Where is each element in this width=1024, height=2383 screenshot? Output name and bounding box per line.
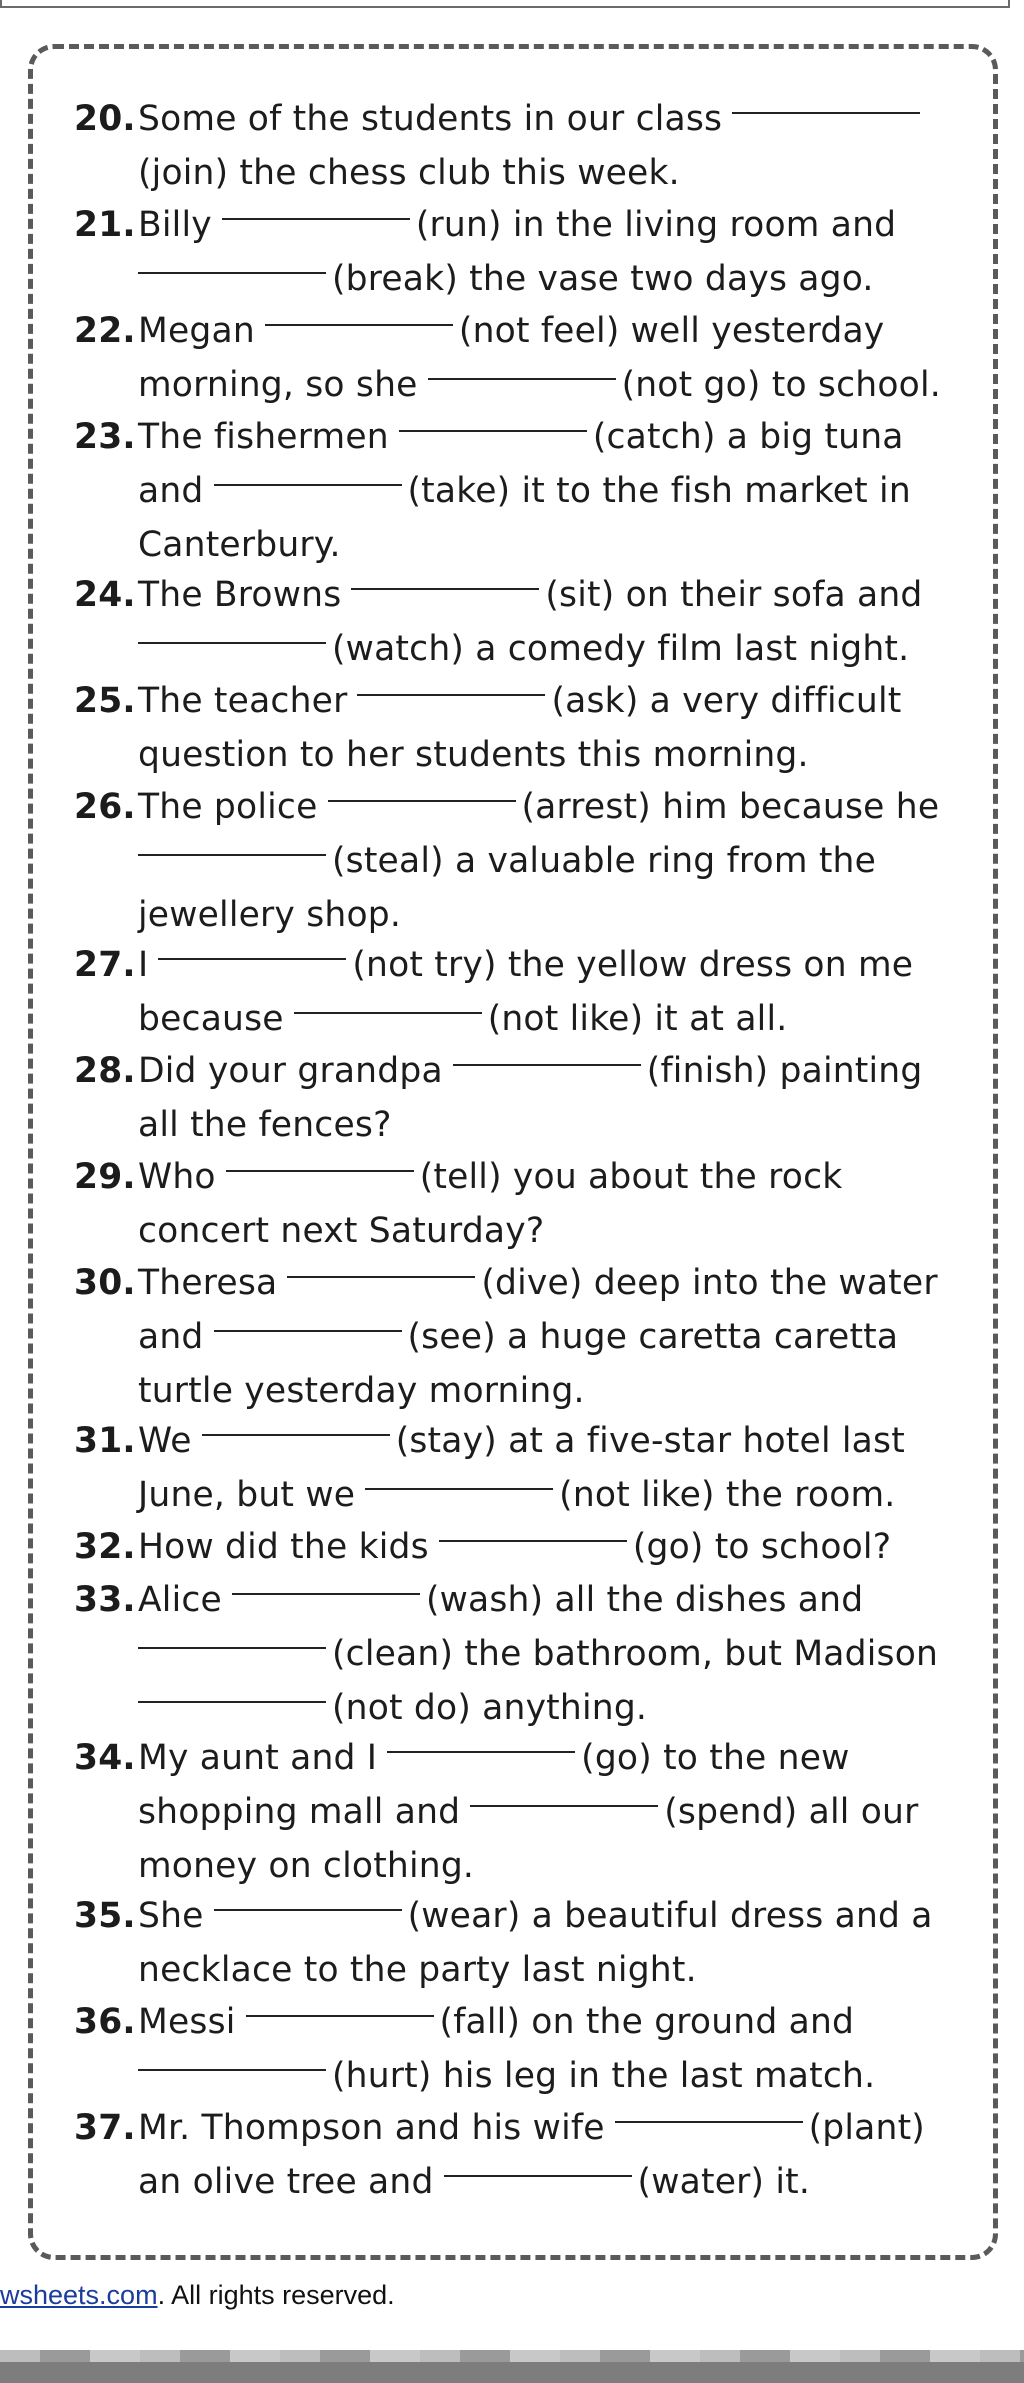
answer-blank[interactable] [265,294,453,326]
exercise-number: 37. [74,2108,136,2148]
exercise-verb-hint: (finish) painting [646,1051,923,1091]
exercise-number: 30. [74,1263,136,1303]
exercise-lead-text: Megan [138,311,255,351]
answer-blank[interactable] [444,2145,632,2177]
answer-blank[interactable] [732,82,920,114]
answer-blank[interactable] [222,188,410,220]
exercise-verb-hint: (go) to school? [632,1527,892,1567]
exercise-line-2 [138,252,874,306]
exercise-verb-hint: (tell) you about the rock [419,1157,843,1197]
answer-blank[interactable] [439,1510,627,1542]
answer-blank[interactable] [158,928,346,960]
answer-blank[interactable] [202,1404,390,1436]
exercise-number: 21. [74,205,136,245]
exercise-verb-hint: (break) the vase two days ago. [332,259,874,299]
exercise-number: 35. [74,1896,136,1936]
exercise-verb-hint: (steal) a valuable ring from the [332,841,877,881]
top-border-line [0,0,1010,8]
answer-blank[interactable] [138,1617,326,1649]
exercise-line-1 [74,1520,891,1574]
exercise-line-2-text: necklace to the party last night. [138,1950,697,1990]
answer-blank[interactable] [453,1034,641,1066]
exercise-verb-hint: (sit) on their sofa and [545,575,923,615]
exercise-line-2-text: because [138,999,284,1039]
exercise-number: 22. [74,311,136,351]
answer-blank[interactable] [214,1300,402,1332]
answer-blank[interactable] [138,612,326,644]
answer-blank[interactable] [351,558,539,590]
exercise-number: 27. [74,945,136,985]
exercise-line-1 [74,938,913,992]
exercise-line-1 [74,92,926,146]
exercise-verb-hint: (watch) a comedy film last night. [332,629,910,669]
exercise-lead-text: Some of the students in our class [138,99,723,139]
exercise-verb-hint: (take) it to the fish market in [407,471,911,511]
exercise-verb-hint: (fall) on the ground and [439,2002,855,2042]
exercise-verb-hint: (not try) the yellow dress on me [352,945,914,985]
exercise-verb-hint: (catch) a big tuna [592,417,904,457]
exercise-verb-hint: (dive) deep into the water [481,1263,938,1303]
exercise-verb-hint: (not feel) well yesterday [458,311,885,351]
exercise-number: 28. [74,1051,136,1091]
exercise-lead-text: Who [138,1157,216,1197]
answer-blank[interactable] [226,1140,414,1172]
exercise-line-3-text: (not do) anything. [332,1688,648,1728]
exercise-verb-hint: (wear) a beautiful dress and a [407,1896,933,1936]
exercise-lead-text: The fishermen [138,417,389,457]
exercise-line-2-text: morning, so she [138,365,418,405]
exercise-verb-hint: (water) it. [637,2162,811,2202]
exercise-line-3-text: jewellery shop. [138,895,402,935]
exercise-lead-text: My aunt and I [138,1738,378,1778]
answer-blank[interactable] [214,454,402,486]
exercise-line-2-text: question to her students this morning. [138,735,809,775]
exercise-lead-text: The police [138,787,318,827]
exercise-number: 31. [74,1421,136,1461]
answer-blank[interactable] [294,982,482,1014]
exercise-line-3 [138,518,341,572]
exercise-line-2-text: shopping mall and [138,1792,461,1832]
exercise-lead-text: Billy [138,205,212,245]
exercise-verb-hint: (ask) a very difficult [551,681,902,721]
exercise-lead-text: Alice [138,1580,222,1620]
answer-blank[interactable] [138,824,326,856]
exercise-number: 26. [74,787,136,827]
exercise-line-2-text: an olive tree and [138,2162,434,2202]
exercise-lead-text: How did the kids [138,1527,429,1567]
exercise-number: 34. [74,1738,136,1778]
exercise-verb-hint: (hurt) his leg in the last match. [332,2056,876,2096]
exercise-lead-text: We [138,1421,192,1461]
exercise-line-2-text: all the fences? [138,1105,392,1145]
answer-blank[interactable] [138,2039,326,2071]
exercise-number: 20. [74,99,136,139]
exercise-verb-hint: (spend) all our [664,1792,919,1832]
answer-blank[interactable] [357,664,545,696]
exercise-verb-hint: (not go) to school. [621,365,941,405]
exercise-line-2-text: and [138,1317,204,1357]
torn-paper-texture [0,2350,1024,2362]
answer-blank[interactable] [246,1985,434,2017]
exercise-line-2 [138,464,911,518]
answer-blank[interactable] [232,1563,420,1595]
exercise-line-2 [138,2155,810,2209]
exercise-verb-hint: (clean) the bathroom, but Madison [332,1634,939,1674]
exercise-verb-hint: (not like) the room. [559,1475,896,1515]
exercise-lead-text: Did your grandpa [138,1051,443,1091]
exercise-verb-hint: (arrest) him because he [521,787,940,827]
footer-site-link[interactable]: wsheets.com [0,2280,158,2310]
exercise-number: 25. [74,681,136,721]
answer-blank[interactable] [138,242,326,274]
exercise-line-2 [138,834,876,888]
exercise-line-1 [74,1889,933,1943]
answer-blank[interactable] [428,348,616,380]
exercise-lead-text: Theresa [138,1263,278,1303]
exercise-line-2 [138,1785,918,1839]
exercise-line-1 [74,1044,922,1098]
exercise-number: 36. [74,2002,136,2042]
exercise-line-3-text: turtle yesterday morning. [138,1371,585,1411]
exercise-number: 23. [74,417,136,457]
exercise-line-2-text: concert next Saturday? [138,1211,545,1251]
exercise-verb-hint: (see) a huge caretta caretta [407,1317,899,1357]
answer-blank[interactable] [214,1879,402,1911]
exercise-verb-hint: (plant) [808,2108,925,2148]
bottom-torn-edge [0,2350,1024,2383]
answer-blank[interactable] [138,1671,326,1703]
answer-blank[interactable] [615,2091,803,2123]
exercise-number: 29. [74,1157,136,1197]
answer-blank[interactable] [470,1775,658,1807]
exercise-line-1 [74,1150,842,1204]
exercise-line-1 [74,674,902,728]
exercise-line-2-text: (join) the chess club this week. [138,153,680,193]
answer-blank[interactable] [387,1721,575,1753]
exercise-verb-hint: (wash) all the dishes and [425,1580,864,1620]
answer-blank[interactable] [399,400,587,432]
exercise-lead-text: The teacher [138,681,348,721]
exercise-line-2 [138,1310,898,1364]
footer-rights-text: . All rights reserved. [157,2280,395,2310]
exercise-lead-text: She [138,1896,204,1936]
exercise-lead-text: The Browns [138,575,342,615]
copyright-footer [0,2280,395,2311]
exercise-line-1 [74,1256,938,1310]
exercise-verb-hint: (not like) it at all. [487,999,788,1039]
answer-blank[interactable] [287,1246,475,1278]
answer-blank[interactable] [365,1458,553,1490]
exercise-line-3-text: Canterbury. [138,525,341,565]
exercise-line-2-text: and [138,471,204,511]
exercise-line-2-text: June, but we [138,1475,356,1515]
exercise-lead-text: I [138,945,149,985]
exercise-line-3-text: money on clothing. [138,1846,475,1886]
exercise-lead-text: Messi [138,2002,236,2042]
exercise-line-1 [74,1731,850,1785]
exercise-verb-hint: (run) in the living room and [415,205,897,245]
exercise-number: 24. [74,575,136,615]
exercise-verb-hint: (go) to the new [581,1738,850,1778]
exercise-number: 33. [74,1580,136,1620]
exercise-lead-text: Mr. Thompson and his wife [138,2108,605,2148]
exercise-line-1 [74,410,904,464]
answer-blank[interactable] [328,770,516,802]
exercise-verb-hint: (stay) at a five-star hotel last [395,1421,905,1461]
exercise-number: 32. [74,1527,136,1567]
